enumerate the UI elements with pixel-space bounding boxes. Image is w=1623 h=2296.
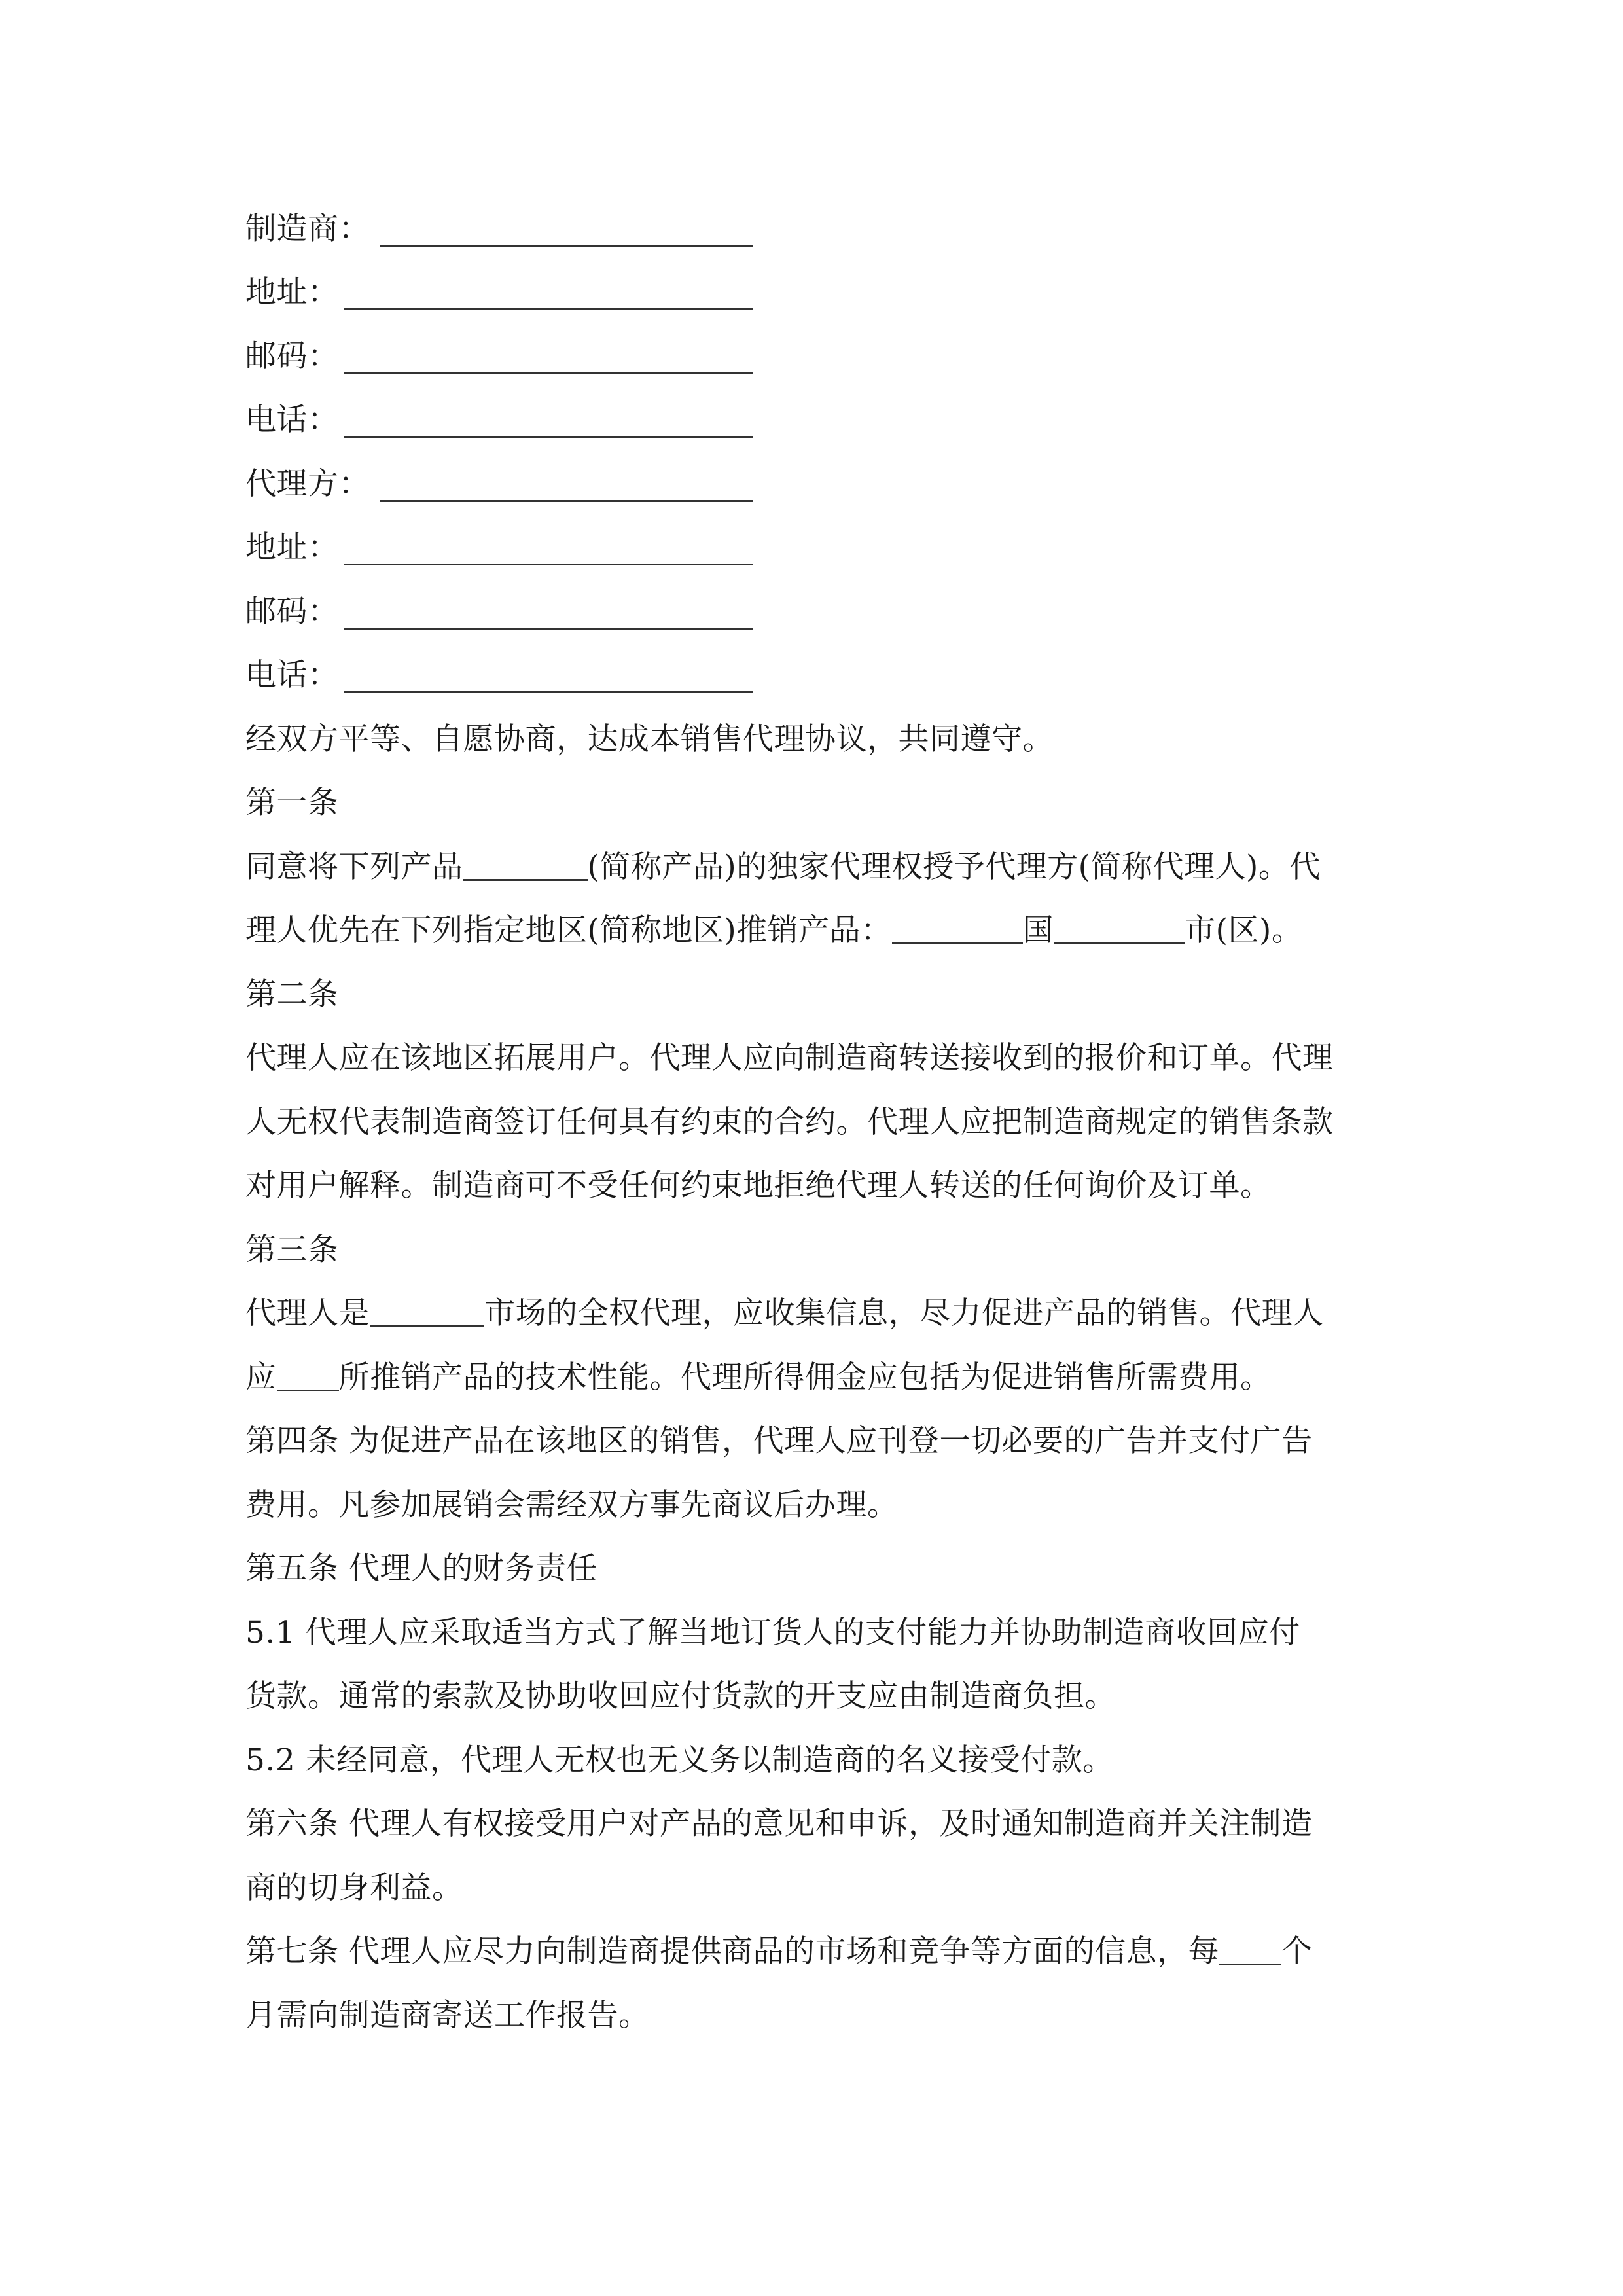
agent-address-blank[interactable] (344, 533, 753, 565)
manufacturer-zip-field (245, 337, 769, 376)
duty-blank[interactable] (277, 1359, 339, 1391)
article-7-text-b: 个 (1281, 1933, 1313, 1969)
article-5-1-line-1: 5.1 代理人应采取适当方式了解当地订货人的支付能力并协助制造商收回应付 (245, 1615, 1300, 1651)
article-6-line-2: 商的切身利益。 (245, 1870, 463, 1906)
manufacturer-zip-blank[interactable] (344, 342, 753, 374)
article-3-title: 第三条 (245, 1232, 339, 1268)
manufacturer-address-field (245, 273, 769, 312)
article-3-text-d: 所推销产品的技术性能。代理所得佣金应包括为促进销售所需费用。 (338, 1359, 1272, 1395)
manufacturer-field (245, 209, 769, 249)
article-7-line-1 (245, 1932, 1312, 1971)
article-5-2: 5.2 未经同意，代理人无权也无义务以制造商的名义接受付款。 (245, 1742, 1114, 1778)
article-3-text-b: 市场的全权代理，应收集信息，尽力促进产品的销售。代理人 (484, 1295, 1324, 1331)
manufacturer-phone-field (245, 401, 769, 440)
article-1-text-b: (简称产品)的独家代理权授予代理方(简称代理人)。代 (587, 849, 1321, 885)
manufacturer-phone-blank[interactable] (344, 406, 753, 438)
article-3-line-1 (245, 1294, 1324, 1333)
article-3-line-2 (245, 1358, 1272, 1397)
article-3-text-a: 代理人是 (245, 1295, 370, 1331)
article-1-line-1 (245, 848, 1321, 887)
agent-address-label: 地址： (245, 529, 339, 565)
agent-label: 代理方： (245, 466, 370, 502)
agent-zip-label: 邮码： (245, 594, 339, 630)
article-3-text-c: 应 (245, 1359, 277, 1395)
article-4-line-2: 费用。凡参加展销会需经双方事先商议后办理。 (245, 1487, 899, 1523)
article-1-text-c: 理人优先在下列指定地区(简称地区)推销产品： (245, 912, 892, 948)
article-1-line-2 (245, 911, 1302, 950)
agent-zip-field (245, 592, 769, 632)
months-blank[interactable] (1219, 1933, 1281, 1965)
article-7-text-a: 第七条 代理人应尽力向制造商提供商品的市场和竞争等方面的信息，每 (245, 1933, 1219, 1969)
article-2-title: 第二条 (245, 977, 339, 1013)
article-2-line-2: 人无权代表制造商签订任何具有约束的合约。代理人应把制造商规定的销售条款 (245, 1104, 1334, 1140)
article-1-text-a: 同意将下列产品 (245, 849, 463, 885)
country-blank[interactable] (892, 912, 1023, 944)
agent-field (245, 465, 769, 504)
manufacturer-blank[interactable] (380, 215, 753, 247)
article-2-line-3: 对用户解释。制造商可不受任何约束地拒绝代理人转送的任何询价及订单。 (245, 1168, 1272, 1204)
manufacturer-address-label: 地址： (245, 274, 339, 310)
market-blank[interactable] (370, 1295, 484, 1327)
article-2-line-1: 代理人应在该地区拓展用户。代理人应向制造商转送接收到的报价和订单。代理 (245, 1040, 1334, 1076)
article-1-text-e: 市(区)。 (1185, 912, 1303, 948)
manufacturer-address-blank[interactable] (344, 278, 753, 310)
article-1-title: 第一条 (245, 785, 339, 821)
agent-zip-blank[interactable] (344, 598, 753, 630)
agent-phone-blank[interactable] (344, 661, 753, 693)
article-5-title: 第五条 代理人的财务责任 (245, 1551, 597, 1587)
article-5-1-line-2: 货款。通常的索款及协助收回应付货款的开支应由制造商负担。 (245, 1678, 1116, 1714)
manufacturer-zip-label: 邮码： (245, 338, 339, 374)
article-6-line-1: 第六条 代理人有权接受用户对产品的意见和申诉，及时通知制造商并关注制造 (245, 1806, 1313, 1842)
product-blank[interactable] (463, 849, 588, 881)
agent-phone-field (245, 656, 769, 695)
manufacturer-phone-label: 电话： (245, 402, 339, 438)
intro-text: 经双方平等、自愿协商，达成本销售代理协议，共同遵守。 (245, 721, 1054, 757)
agent-blank[interactable] (380, 470, 753, 502)
city-blank[interactable] (1054, 912, 1185, 944)
article-4-line-1: 第四条 为促进产品在该地区的销售，代理人应刊登一切必要的广告并支付广告 (245, 1423, 1313, 1459)
agent-address-field (245, 528, 769, 567)
manufacturer-label: 制造商： (245, 211, 370, 247)
article-7-line-2: 月需向制造商寄送工作报告。 (245, 1998, 650, 2034)
agent-phone-label: 电话： (245, 657, 339, 693)
article-1-text-d: 国 (1022, 912, 1054, 948)
